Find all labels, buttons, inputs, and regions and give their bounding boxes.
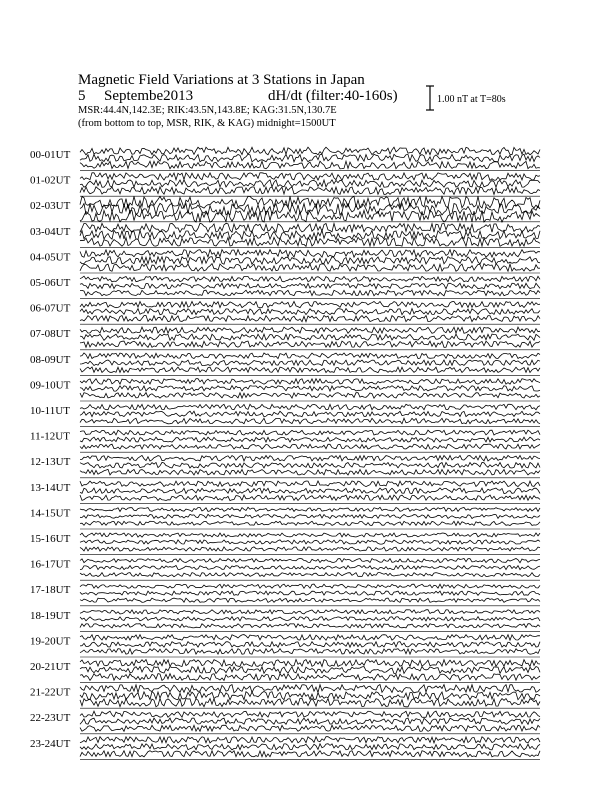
- trace-kag: [80, 147, 540, 155]
- row-label: 13-14UT: [30, 481, 71, 494]
- trace-msr: [80, 393, 540, 399]
- trace-kag: [80, 173, 540, 181]
- trace-kag: [80, 533, 540, 537]
- row-label: 20-21UT: [30, 661, 71, 673]
- row-label: 15-16UT: [30, 533, 71, 545]
- row-label: 21-22UT: [30, 686, 71, 699]
- trace-kag: [80, 404, 540, 410]
- trace-msr: [80, 573, 540, 577]
- trace-rik: [80, 718, 540, 724]
- trace-kag: [80, 711, 540, 717]
- trace-msr: [80, 161, 540, 169]
- trace-msr: [80, 598, 540, 602]
- trace-rik: [80, 462, 540, 468]
- date-month-year: Septembe2013: [104, 88, 194, 104]
- trace-msr: [80, 367, 540, 373]
- trace-rik: [80, 540, 540, 544]
- row-label: 03-04UT: [30, 225, 71, 238]
- hour-rows: [30, 147, 540, 759]
- row-label: 22-23UT: [30, 712, 71, 725]
- trace-kag: [80, 276, 540, 282]
- trace-rik: [80, 309, 540, 315]
- trace-msr: [80, 264, 540, 272]
- trace-msr: [80, 469, 540, 475]
- scale-bar-label: 1.00 nT at T=80s: [437, 94, 506, 105]
- row-label: 10-11UT: [30, 405, 70, 417]
- trace-rik: [80, 334, 540, 340]
- row-label: 00-01UT: [30, 149, 71, 161]
- trace-rik: [80, 514, 540, 518]
- trace-rik: [80, 360, 540, 366]
- trace-kag: [80, 250, 540, 258]
- trace-msr: [80, 444, 540, 449]
- trace-kag: [80, 223, 540, 232]
- trace-msr: [80, 649, 540, 655]
- trace-rik: [80, 667, 540, 674]
- trace-kag: [80, 327, 540, 333]
- trace-msr: [80, 495, 540, 501]
- trace-rik: [80, 283, 540, 289]
- trace-kag: [80, 737, 540, 743]
- trace-rik: [80, 566, 540, 570]
- trace-kag: [80, 610, 540, 614]
- trace-msr: [80, 521, 540, 525]
- trace-kag: [80, 196, 540, 208]
- trace-rik: [80, 591, 540, 595]
- trace-kag: [80, 455, 540, 461]
- trace-rik: [80, 744, 540, 750]
- row-label: 14-15UT: [30, 507, 71, 520]
- trace-kag: [80, 660, 540, 667]
- trace-msr: [80, 316, 540, 322]
- row-label: 12-13UT: [30, 456, 71, 469]
- trace-msr: [80, 674, 540, 681]
- trace-kag: [80, 507, 540, 511]
- trace-msr: [80, 547, 540, 551]
- trace-kag: [80, 584, 540, 588]
- trace-rik: [80, 180, 540, 187]
- date-day: 5: [78, 88, 86, 104]
- trace-kag: [80, 430, 540, 435]
- trace-msr: [80, 624, 540, 628]
- row-label: 05-06UT: [30, 277, 71, 289]
- station-coordinates: MSR:44.4N,142.3E; RIK:43.5N,143.8E; KAG:31.5N,130.7E: [78, 105, 337, 116]
- trace-kag: [80, 481, 540, 487]
- trace-order-note: (from bottom to top, MSR, RIK, & KAG) midnight=1500UT: [78, 118, 336, 129]
- row-label: 17-18UT: [30, 584, 71, 597]
- trace-rik: [80, 386, 540, 392]
- row-label: 16-17UT: [30, 558, 71, 571]
- trace-kag: [80, 635, 540, 641]
- trace-msr: [80, 187, 540, 195]
- trace-kag: [80, 379, 540, 385]
- trace-kag: [80, 559, 540, 563]
- trace-kag: [80, 353, 540, 359]
- row-label: 18-19UT: [30, 609, 71, 622]
- row-label: 02-03UT: [30, 200, 71, 213]
- trace-kag: [80, 685, 540, 693]
- row-label: 11-12UT: [30, 430, 70, 443]
- row-label: 19-20UT: [30, 635, 71, 648]
- trace-rik: [80, 488, 540, 494]
- trace-rik: [80, 154, 540, 162]
- trace-msr: [80, 725, 540, 731]
- row-label: 06-07UT: [30, 302, 71, 315]
- row-label: 07-08UT: [30, 328, 71, 341]
- quantity-filter-label: dH/dt (filter:40-160s): [268, 88, 398, 104]
- trace-rik: [80, 617, 540, 621]
- row-label: 04-05UT: [30, 251, 71, 264]
- row-label: 23-24UT: [30, 737, 71, 750]
- trace-msr: [80, 751, 540, 757]
- trace-rik: [80, 411, 540, 417]
- trace-msr: [80, 290, 540, 296]
- trace-msr: [80, 341, 540, 347]
- trace-msr: [80, 237, 540, 246]
- chart-title: Magnetic Field Variations at 3 Stations in Japan: [78, 72, 365, 88]
- trace-kag: [80, 302, 540, 308]
- trace-rik: [80, 642, 540, 648]
- trace-rik: [80, 230, 540, 239]
- row-label: 01-02UT: [30, 174, 71, 187]
- trace-rik: [80, 692, 540, 700]
- scale-bar: [426, 86, 434, 110]
- trace-msr: [80, 418, 540, 424]
- trace-rik: [80, 437, 540, 442]
- row-label: 09-10UT: [30, 379, 71, 392]
- row-label: 08-09UT: [30, 353, 71, 366]
